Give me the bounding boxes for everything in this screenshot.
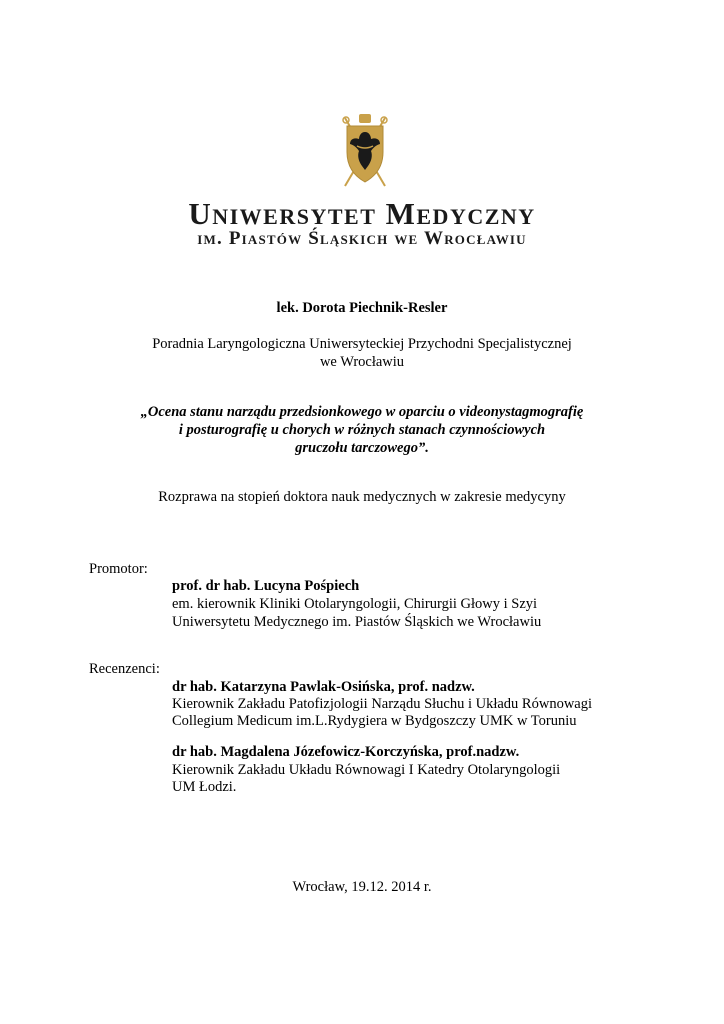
university-subtitle: im. Piastów Śląskich we Wrocławiu [197,228,527,249]
reviewer-1-role-line1: Kierownik Zakładu Patofizjologii Narządu Słuchu i Układu Równowagi [172,696,593,712]
reviewers-label: Recenzenci: [89,661,160,677]
promotor-role-line2: Uniwersytetu Medycznego im. Piastów Śląskich we Wrocławiu [172,614,542,630]
author-name: lek. Dorota Piechnik-Resler [276,300,448,316]
reviewer-1-role-line2: Collegium Medicum im.L.Rydygiera w Bydgoszczy UMK w Toruniu [172,713,577,729]
place-date: Wrocław, 19.12. 2014 r. [292,879,432,895]
thesis-title-line2: i posturografię u chorych w różnych stanach czynnościowych [178,422,546,438]
reviewer-1-name: dr hab. Katarzyna Pawlak-Osińska, prof. nadzw. [172,679,475,695]
thesis-title-line1: „Ocena stanu narządu przedsionkowego w oparciu o videonystagmografię [140,404,584,420]
reviewer-2-role-line2: UM Łodzi. [172,779,237,795]
reviewer-2-role-line1: Kierownik Zakładu Układu Równowagi I Katedry Otolaryngologii [172,762,561,778]
thesis-degree: Rozprawa na stopień doktora nauk medycznych w zakresie medycyny [158,489,566,505]
author-affiliation-line2: we Wrocławiu [319,354,405,370]
university-eagle-crest-icon [337,112,393,188]
author-affiliation-line1: Poradnia Laryngologiczna Uniwersyteckiej Przychodni Specjalistycznej [152,336,572,352]
thesis-title-line3: gruczołu tarczowego”. [295,440,429,456]
promotor-name: prof. dr hab. Lucyna Pośpiech [172,578,360,594]
promotor-label: Promotor: [89,561,148,577]
promotor-role-line1: em. kierownik Kliniki Otolaryngologii, Chirurgii Głowy i Szyi [172,596,538,612]
university-name: Uniwersytet Medyczny [188,196,536,231]
reviewer-2-name: dr hab. Magdalena Józefowicz-Korczyńska, prof.nadzw. [172,744,520,760]
